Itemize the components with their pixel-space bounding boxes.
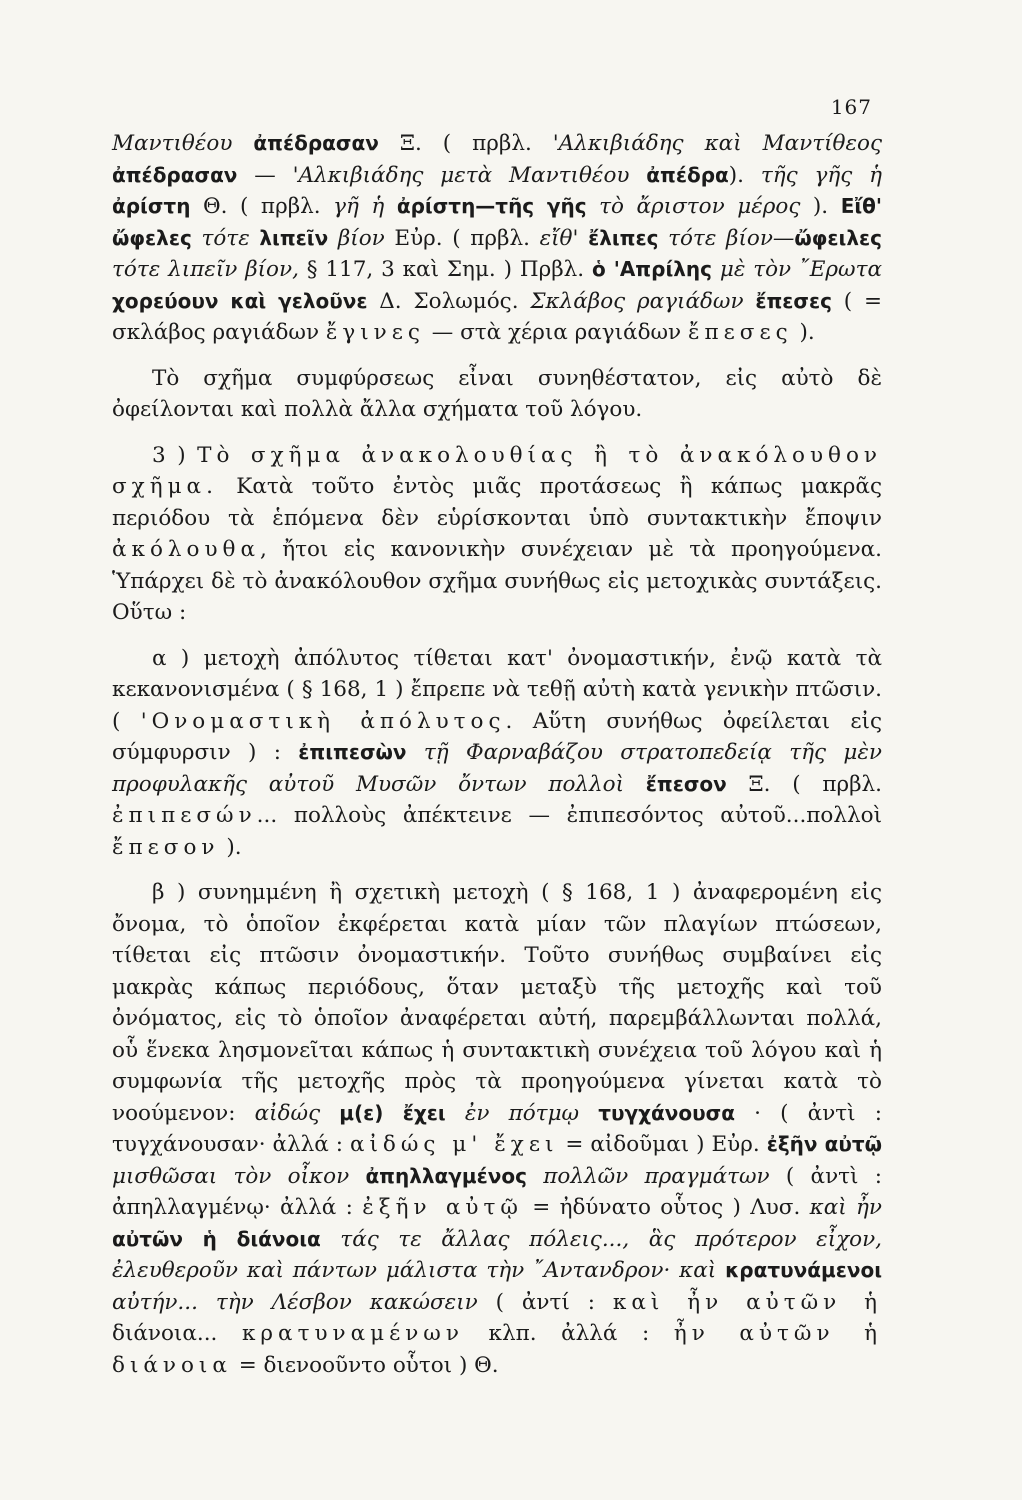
text-run: Ξ. ( πρβλ. — [378, 131, 553, 156]
text-run: · ( ἀντὶ : τυγχάνουσαν· ἀλλά : — [112, 1100, 882, 1157]
text-run: Θ. ( πρβλ. — [190, 194, 334, 219]
italic-quote: τάς τε ἄλλας πόλεις..., ἃς πρότερον εἶχον, ἐλευθεροῦν καὶ πάντων μάλιστα τὴν ῎Αντανδρον· καὶ — [112, 1226, 882, 1283]
text-run: α ) μετοχὴ ἀπόλυτος τίθεται κατ' ὀνομαστικήν, ἐνῷ κατὰ τὰ κεκανονισμένα ( § 168, 1 ) ἔπρεπε νὰ τεθῇ αὐτὴ κατὰ γενικὴν πτῶσιν. ( — [112, 645, 882, 734]
text-run: Τὸ σχῆμα συμφύρσεως εἶναι συνηθέστατον, εἰς αὐτὸ δὲ ὀφείλονται καὶ πολλὰ ἄλλα σχήματα τοῦ λόγου. — [112, 365, 882, 422]
bold-term: ἔπεσες — [755, 288, 832, 313]
bold-term: κρατυνάμενοι — [725, 1258, 882, 1282]
bold-term: ἐξῆν αὐτῷ — [766, 1132, 882, 1156]
text-run: = διενοοῦντο οὗτοι ) Θ. — [231, 1352, 499, 1378]
text-run: § 117, 3 καὶ Σημ. ) Πρβλ. — [306, 257, 592, 282]
italic-quote: μισθῶσαι τὸν οἶκον — [112, 1163, 366, 1189]
body-text — [112, 128, 882, 1395]
text-run: ( = σκλάβος ραγιάδων — [112, 288, 882, 345]
paragraph — [112, 440, 882, 629]
bold-term: ἀρίστη—τῆς γῆς — [396, 194, 587, 218]
spaced-term: κρατυναμένων — [241, 1321, 464, 1346]
bold-term: ἔπεσον — [645, 771, 727, 796]
spaced-term: ἔπεσον — [112, 834, 220, 860]
italic-quote: τῇ Φαρναβάζου στρατοπεδείᾳ τῆς μὲν προφυλακῆς αὐτοῦ Μυσῶν ὄντων πολλοὶ — [112, 740, 882, 797]
bold-term: αὐτῶν ἡ διάνοια — [112, 1226, 321, 1251]
text-run: ( ἀντὶ : ἀπηλλαγμένῳ· ἀλλά : — [112, 1163, 883, 1220]
text-run: ... πολλοὺς ἀπέκτεινε — ἐπιπεσόντος αὐτοῦ...πολλοὶ — [256, 803, 882, 828]
paragraph — [112, 128, 882, 349]
bold-term: ἀπέδρασαν — [253, 131, 379, 155]
bold-term: λιπεῖν — [259, 225, 329, 250]
text-run: Δ. Σολωμός. — [367, 288, 531, 314]
spaced-term: αἰδώς μ' ἔχει — [349, 1132, 559, 1157]
text-run: ). — [219, 834, 242, 860]
italic-quote: 'Αλκιβιάδης καὶ Μαντίθεος — [552, 131, 882, 156]
bold-term: ἀπέδρασαν — [112, 162, 238, 187]
italic-quote: αὐτήν... τὴν Λέσβον κακώσειν — [112, 1289, 496, 1315]
italic-quote: τότε βίον— — [658, 225, 795, 251]
text-run: = ἠδύνατο οὗτος ) Λυσ. — [522, 1195, 810, 1220]
text-run: = αἰδοῦμαι ) Εὐρ. — [558, 1132, 767, 1157]
bold-term: μ(ε) ἔχει — [339, 1100, 446, 1125]
text-run: ( ἀντί : — [495, 1289, 613, 1315]
spaced-term: ἐπιπεσών — [112, 803, 257, 828]
text-run: διάνοια... — [112, 1321, 242, 1346]
paragraph — [112, 643, 882, 864]
text-run: — στὰ χέρια ραγιάδων — [424, 320, 688, 345]
italic-quote: αἰδώς — [254, 1100, 340, 1126]
spaced-term: καὶ ἦν αὐτῶν ἡ — [612, 1289, 882, 1315]
text-run: ). — [792, 320, 815, 345]
text-run: 3 ) — [152, 442, 198, 468]
text-run: . Αὕτη συνήθως ὀφείλεται εἰς σύμφυρσιν ) : — [112, 708, 882, 765]
spaced-term: ἔπεσες — [687, 320, 793, 345]
italic-quote: τὸ ἄριστον μέρος — [586, 194, 813, 219]
italic-quote: τότε λιπεῖν βίον, — [112, 257, 307, 282]
text-run: ). — [812, 194, 841, 219]
text-run: Εὐρ. ( πρβλ. — [394, 225, 540, 251]
text-run: Ξ. ( πρβλ. — [726, 771, 882, 797]
italic-quote: καὶ ἦν — [809, 1195, 882, 1220]
italic-quote: Σκλάβος ραγιάδων — [530, 288, 756, 314]
bold-term: ἀρίστη — [112, 194, 191, 218]
bold-term: τυγχάνουσα — [598, 1100, 735, 1125]
italic-quote: πολλῶν πραγμάτων — [526, 1163, 786, 1189]
italic-quote: βίον — [328, 225, 395, 251]
text-run: β ) συνημμένη ἢ σχετικὴ μετοχὴ ( § 168, 1 ) ἀναφερομένη εἰς ὄνομα, τὸ ὁποῖον ἐκφέρεται κατὰ μίαν τῶν πλαγίων πτώσεων, τίθεται εἰς πτῶσιν ὀνομαστικήν. Τοῦτο συνήθως συμβαίνει εἰς μακρὰς κάπως περιόδους, ὅταν μεταξὺ τῆς μετοχῆς καὶ τοῦ ὀνόματος, εἰς τὸ ὁποῖον ἀναφέρεται αὐτή, παρεμβάλλωνται πολλά, οὗ ἕνεκα λησμονεῖται κάπως ἡ συντακτικὴ συνέχεια τοῦ λόγου καὶ ἡ συμφωνία τῆς μετοχῆς πρὸς τὰ προηγούμενα γίνεται κατὰ τὸ νοούμενον: — [112, 880, 882, 1126]
page-number: 167 — [830, 95, 872, 119]
paragraph — [112, 877, 882, 1381]
spaced-term: ἦν αὐτῶν ἡ διάνοια — [112, 1321, 882, 1378]
spaced-term: 'Ονομαστικὴ ἀπόλυτος — [140, 708, 506, 734]
italic-quote: τότε — [191, 225, 260, 251]
text-run: , ἤτοι εἰς κανονικὴν συνέχειαν μὲ τὰ προηγούμενα. Ὑπάρχει δὲ τὸ ἀνακόλουθον σχῆμα συνήθως εἰς μετοχικὰς συντάξεις. Οὕτω : — [112, 537, 882, 625]
bold-term: Εἴθ' ὤφελες — [112, 194, 883, 250]
bold-term: ὁ 'Απρίλης — [591, 257, 712, 281]
bold-term: ἔλιπες — [588, 225, 659, 250]
spaced-term: ἐξῆν αὐτῷ — [362, 1195, 523, 1220]
text-run: — — [237, 162, 293, 188]
italic-quote: μὲ τὸν ῎Ερωτα — [712, 257, 883, 282]
bold-term: ἐπιπεσὼν — [298, 740, 407, 764]
italic-quote: εἴθ' — [539, 225, 589, 251]
spaced-term: ἔγινες — [325, 320, 425, 345]
italic-quote: Μαντιθέου — [112, 131, 254, 156]
spaced-term: Τὸ σχῆμα ἀνακολουθίας ἢ τὸ ἀνακόλουθον σχῆμα. — [112, 442, 882, 499]
italic-quote: ἐν πότμῳ — [445, 1100, 599, 1126]
bold-term: ἀπηλλαγμένος — [365, 1163, 527, 1188]
bold-term: ὤφειλες — [794, 225, 882, 250]
italic-quote: γῆ ἡ — [333, 194, 397, 219]
bold-term: χορεύουν καὶ γελοῦνε — [112, 288, 368, 313]
bold-term: ἀπέδρα — [646, 162, 729, 187]
text-run: Κατὰ τοῦτο ἐντὸς μιᾶς προτάσεως ἢ κάπως μακρᾶς περιόδου τὰ ἑπόμενα δὲν εὑρίσκονται ὑπὸ συντακτικὴν ἔποψιν — [112, 474, 882, 531]
text-run: κλπ. ἀλλά : — [463, 1321, 674, 1346]
paragraph — [112, 363, 882, 426]
italic-quote: 'Αλκιβιάδης μετὰ Μαντιθέου — [292, 162, 647, 188]
text-run: ). — [728, 162, 761, 188]
spaced-term: ἀκόλουθα — [112, 537, 261, 562]
italic-quote: τῆς γῆς ἡ — [760, 162, 882, 188]
